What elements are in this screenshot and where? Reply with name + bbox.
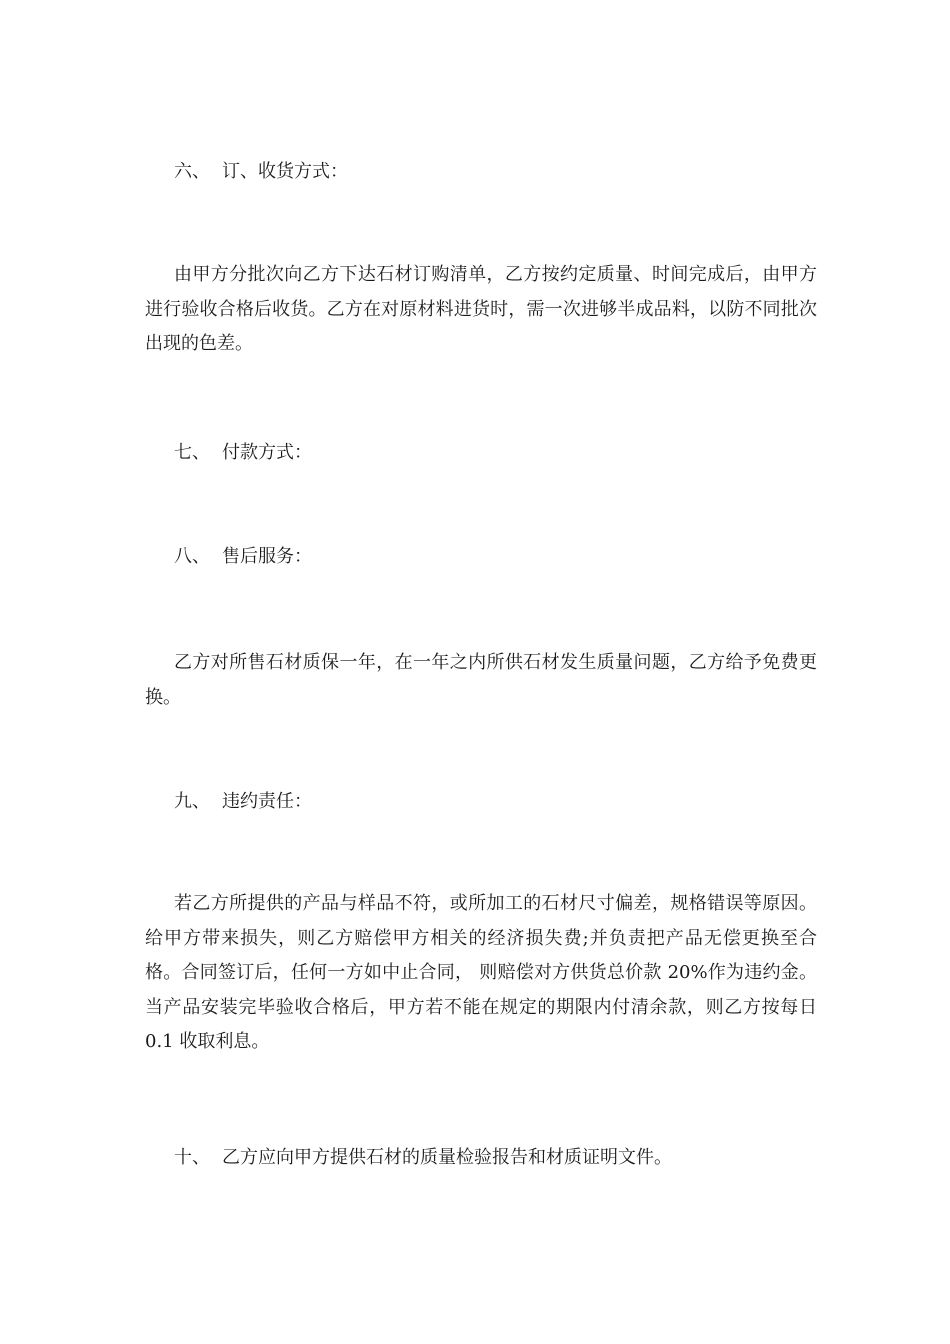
section-number: 七、: [174, 442, 210, 463]
section-title: 违约责任：: [222, 791, 312, 812]
section-number: 六、: [174, 161, 210, 182]
section-heading-9: [174, 790, 312, 814]
section-body-6: 由甲方分批次向乙方下达石材订购清单，乙方按约定质量、时间完成后，由甲方进行验收合格后收货。乙方在对原材料进货时，需一次进够半成品料，以防不同批次出现的色差。: [145, 264, 817, 354]
section-number: 八、: [174, 546, 210, 567]
section-body-8: 乙方对所售石材质保一年，在一年之内所供石材发生质量问题，乙方给予免费更换。: [145, 652, 817, 708]
section-number: 十、: [174, 1147, 210, 1168]
section-body-9: 若乙方所提供的产品与样品不符，或所加工的石材尺寸偏差，规格错误等原因。给甲方带来损失，则乙方赔偿甲方相关的经济损失费;并负责把产品无偿更换至合格。合同签订后，任何一方如中止合同， 则赔偿对方供货总价款 20%作为违约金。当产品安装完毕验收合格后，甲方若不能在规定的期限内付清余款，则乙方按每日 0.1 收取利息。: [145, 893, 817, 1052]
section-title: 乙方应向甲方提供石材的质量检验报告和材质证明文件。: [222, 1147, 672, 1168]
section-heading-10: [174, 1146, 672, 1170]
section-heading-7: [174, 441, 312, 465]
section-title: 售后服务：: [222, 546, 312, 567]
section-number: 九、: [174, 791, 210, 812]
section-heading-6: [174, 160, 348, 184]
section-title: 付款方式：: [222, 442, 312, 463]
section-title: 订、收货方式：: [222, 161, 348, 182]
section-heading-8: [174, 545, 312, 569]
